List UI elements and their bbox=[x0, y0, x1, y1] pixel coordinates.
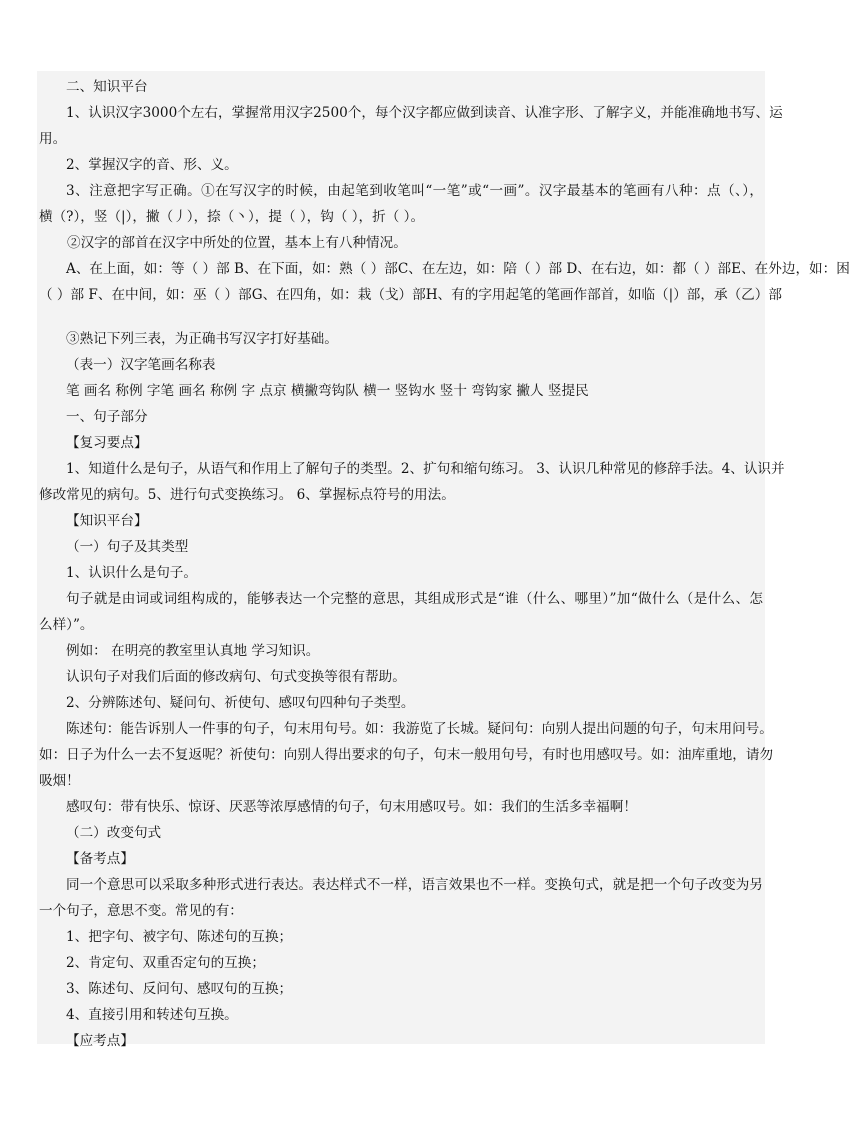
text-line: 一、句子部分 bbox=[66, 409, 148, 425]
text-line: 2、分辨陈述句、疑问句、祈使句、感叹句四种句子类型。 bbox=[66, 695, 415, 711]
text-line: 么样）”。 bbox=[39, 617, 94, 633]
text-line: 句子就是由词或词组构成的，能够表达一个完整的意思，其组成形式是“谁（什么、哪里）”加“做什么（是什么、怎 bbox=[66, 591, 763, 607]
text-line: ②汉字的部首在汉字中所处的位置，基本上有八种情况。 bbox=[67, 235, 407, 251]
text-line: 2、肯定句、双重否定句的互换； bbox=[66, 955, 265, 971]
text-line: （ ）部 F、在中间，如：巫（ ）部G、在四角，如：栽（戈）部H、有的字用起笔的笔画作部首，如临（|）部，承（乙）部 bbox=[39, 287, 782, 303]
text-line: 吸烟！ bbox=[39, 773, 80, 789]
text-line: 1、认识什么是句子。 bbox=[66, 565, 197, 581]
blank-line bbox=[39, 308, 763, 326]
text-line: 2、掌握汉字的音、形、义。 bbox=[66, 157, 238, 173]
text-line: （一）句子及其类型 bbox=[66, 539, 189, 555]
text-line: 【备考点】 bbox=[66, 851, 134, 867]
text-line: 3、注意把字写正确。①在写汉字的时候，由起笔到收笔叫“一笔”或“一画”。汉字最基本的笔画有八种：点（、）， bbox=[66, 183, 763, 199]
text-line: 【知识平台】 bbox=[66, 513, 148, 529]
text-line: 二、知识平台 bbox=[66, 79, 148, 95]
text-line: 1、认识汉字3000个左右，掌握常用汉字2500个，每个汉字都应做到读音、认准字形、了解字义，并能准确地书写、运 bbox=[66, 105, 783, 121]
text-line: （表一）汉字笔画名称表 bbox=[66, 357, 216, 373]
text-line: 如：日子为什么一去不复返呢？祈使句：向别人得出要求的句子，句末一般用句号，有时也用感叹号。如：油库重地，请勿 bbox=[39, 747, 774, 763]
text-line: A、在上面，如：等（ ）部 B、在下面，如：熟（ ）部C、在左边，如：陪（ ）部 D、在右边，如：都（ ）部E、在外边，如：困 bbox=[66, 261, 850, 277]
text-line: 1、知道什么是句子，从语气和作用上了解句子的类型。2、扩句和缩句练习。 3、认识几种常见的修辞手法。4、认识并 bbox=[66, 461, 785, 477]
document-page bbox=[37, 71, 850, 1049]
text-line: 一个句子，意思不变。常见的有： bbox=[39, 903, 243, 919]
text-line: 同一个意思可以采取多种形式进行表达。表达样式不一样，语言效果也不一样。变换句式，就是把一个句子改变为另 bbox=[66, 877, 763, 893]
text-line: 4、直接引用和转述句互换。 bbox=[66, 1007, 238, 1023]
text-line: ③熟记下列三表，为正确书写汉字打好基础。 bbox=[66, 331, 338, 347]
text-line: 【应考点】 bbox=[66, 1033, 134, 1049]
text-line: 用。 bbox=[39, 131, 67, 147]
text-line: 感叹句：带有快乐、惊讶、厌恶等浓厚感情的句子，句末用感叹号。如：我们的生活多幸福啊！ bbox=[66, 799, 637, 815]
text-line: （二）改变句式 bbox=[66, 825, 162, 841]
text-line: 1、把字句、被字句、陈述句的互换； bbox=[66, 929, 293, 945]
text-line: 认识句子对我们后面的修改病句、句式变换等很有帮助。 bbox=[66, 669, 406, 685]
text-line: 陈述句：能告诉别人一件事的句子，句末用句号。如：我游览了长城。疑问句：向别人提出问题的句子，句末用问号。 bbox=[66, 721, 773, 737]
text-line: 3、陈述句、反问句、感叹句的互换； bbox=[66, 981, 293, 997]
text-line: 例如： 在明亮的教室里认真地 学习知识。 bbox=[66, 643, 320, 659]
text-line: 笔 画名 称例 字笔 画名 称例 字 点京 横撇弯钩队 横一 竖钩水 竖十 弯钩家 撇人 竖提民 bbox=[66, 383, 589, 399]
text-line: 【复习要点】 bbox=[66, 435, 148, 451]
text-line: 横（?），竖（|），撇（丿），捺（丶），提（ ），钩（ ），折（ ）。 bbox=[39, 209, 425, 225]
text-line: 修改常见的病句。5、进行句式变换练习。 6、掌握标点符号的用法。 bbox=[39, 487, 455, 503]
